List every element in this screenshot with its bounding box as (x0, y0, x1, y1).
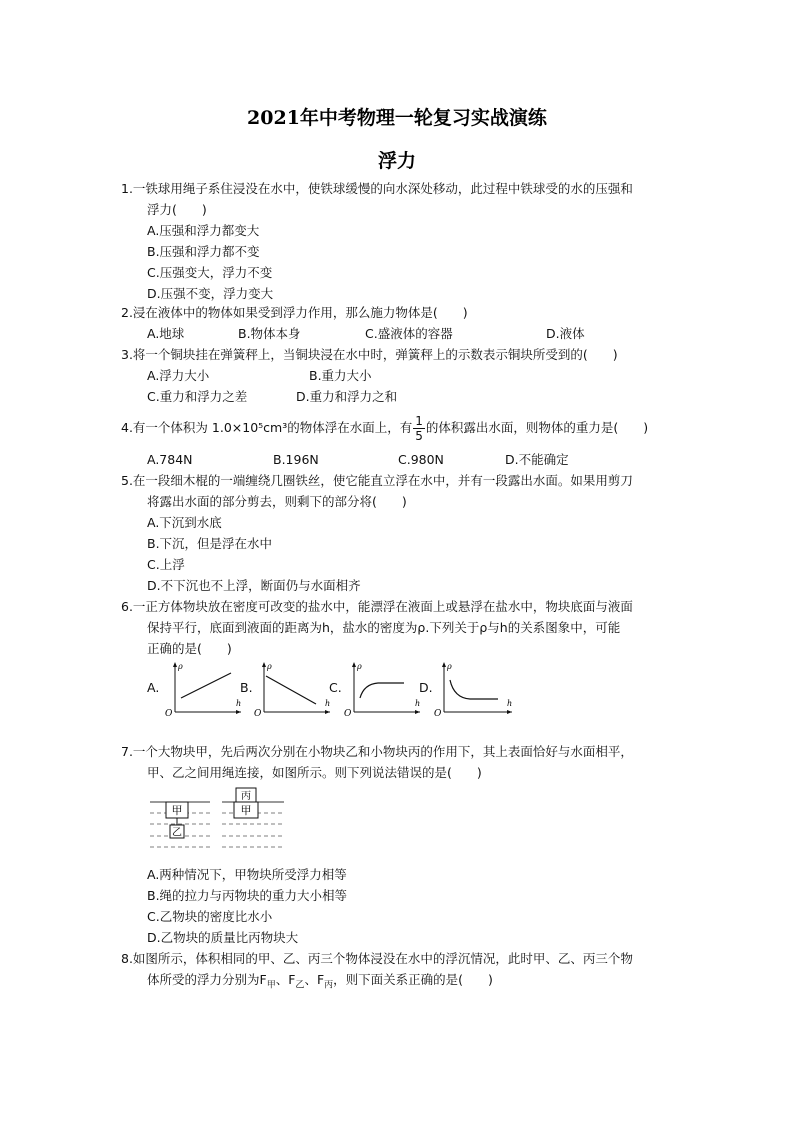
option-2a: A.地球 (147, 326, 185, 341)
question-5-cont: 将露出水面的部分剪去，则剩下的部分将( ) (147, 494, 407, 509)
graph-d-origin: O (434, 709, 442, 718)
question-6-stem: 6.一正方体物块放在密度可改变的盐水中，能漂浮在液面上或悬浮在盐水中，物块底面与液面 (121, 599, 633, 614)
q8-sub-jia: 甲 (266, 980, 276, 991)
option-2c: C.盛液体的容器 (365, 326, 453, 341)
option-7d: D.乙物块的质量比丙物块大 (147, 930, 299, 945)
question-1-cont: 浮力( ) (147, 202, 207, 217)
option-7c: C.乙物块的密度比水小 (147, 909, 273, 924)
graph-c-y-axis: ρ (357, 662, 362, 671)
fraction-numerator: 1 (415, 414, 423, 428)
graph-c-origin: O (344, 709, 352, 718)
option-1c: C.压强变大，浮力不变 (147, 265, 273, 280)
q8-sub-yi: 乙 (295, 980, 305, 991)
question-5 (121, 470, 701, 596)
page-subtitle: 浮力 (377, 150, 416, 172)
q8-sep-1: 、F (275, 972, 296, 987)
graph-d-x-axis: h (507, 699, 513, 708)
option-7a: A.两种情况下，甲物块所受浮力相等 (147, 867, 347, 882)
option-5d: D.不下沉也不上浮，断面仍与水面相齐 (147, 578, 361, 593)
graph-d (432, 658, 514, 718)
option-4b: B.196N (273, 452, 319, 467)
option-5c: C.上浮 (147, 557, 185, 572)
option-4d: D.不能确定 (505, 452, 569, 467)
question-2-stem: 2.浸在液体中的物体如果受到浮力作用，那么施力物体是( ) (121, 305, 468, 320)
page-title: 2021年中考物理一轮复习实战演练 (247, 107, 547, 129)
fraction (413, 414, 425, 443)
question-8-stem: 8.如图所示，体积相同的甲、乙、丙三个物体浸没在水中的浮沉情况，此时甲、乙、丙三个物 (121, 951, 633, 966)
figure-7 (148, 786, 288, 858)
fig7-yi: 乙 (172, 827, 182, 839)
graph-b-label: B. (240, 680, 253, 695)
graph-a-origin: O (165, 709, 173, 718)
question-8 (121, 948, 701, 997)
question-7 (121, 741, 701, 783)
q8-cont-b: ，则下面关系正确的是( ) (333, 972, 493, 987)
q8-sep-2: 、F (304, 972, 325, 987)
q8-cont-a: 体所受的浮力分别为F (147, 972, 267, 987)
question-4-stem-a: 4.有一个体积为 1.0×10⁵cm³的物体浮在水面上，有 (121, 420, 413, 435)
question-6-cont-1: 保持平行，底面到液面的距离为h，盐水的密度为ρ.下列关于ρ与h的关系图象中，可能 (147, 620, 621, 635)
option-5a: A.下沉到水底 (147, 515, 222, 530)
question-8-cont (121, 969, 701, 997)
question-7-cont: 甲、乙之间用绳连接，如图所示。则下列说法错误的是( ) (147, 765, 482, 780)
graph-a-y-axis: ρ (178, 662, 183, 671)
option-1d: D.压强不变，浮力变大 (147, 286, 274, 301)
option-4a: A.784N (147, 452, 193, 467)
graph-a (163, 658, 243, 718)
graph-d-label: D. (419, 680, 433, 695)
option-3d: D.重力和浮力之和 (296, 389, 398, 404)
fig7-bing: 丙 (241, 791, 251, 802)
option-3c: C.重力和浮力之差 (147, 389, 248, 404)
fraction-denominator: 5 (415, 429, 423, 443)
option-2b: B.物体本身 (238, 326, 301, 341)
question-4-stem-b: 的体积露出水面，则物体的重力是( ) (425, 420, 649, 435)
graph-a-label: A. (147, 680, 160, 695)
graph-b-y-axis: ρ (267, 662, 272, 671)
option-5b: B.下沉，但是浮在水中 (147, 536, 273, 551)
question-4 (121, 414, 701, 443)
option-2d: D.液体 (546, 326, 585, 341)
question-1 (121, 178, 701, 304)
question-5-stem: 5.在一段细木棍的一端缠绕几圈铁丝，使它能直立浮在水中，并有一段露出水面。如果用剪刀 (121, 473, 633, 488)
option-1a: A.压强和浮力都变大 (147, 223, 260, 238)
graph-b-origin: O (254, 709, 262, 718)
graph-d-y-axis: ρ (447, 662, 452, 671)
option-1b: B.压强和浮力都不变 (147, 244, 260, 259)
option-7b: B.绳的拉力与丙物块的重力大小相等 (147, 888, 348, 903)
graph-c-x-axis: h (415, 699, 421, 708)
fig7-left-jia: 甲 (171, 804, 183, 817)
question-6-cont-2: 正确的是( ) (147, 641, 232, 656)
option-3b: B.重力大小 (309, 368, 372, 383)
question-1-stem: 1.一铁球用绳子系住浸没在水中，使铁球缓慢的向水深处移动，此过程中铁球受的水的压强和 (121, 181, 633, 196)
option-4c: C.980N (398, 452, 444, 467)
question-6 (121, 596, 701, 659)
graph-c-label: C. (329, 680, 342, 695)
graph-c (342, 658, 422, 718)
question-3 (121, 344, 701, 365)
question-7-stem: 7.一个大物块甲，先后两次分别在小物块乙和小物块丙的作用下，其上表面恰好与水面相平， (121, 744, 633, 759)
graph-a-x-axis: h (236, 699, 242, 708)
graph-b (252, 658, 332, 718)
question-3-stem: 3.将一个铜块挂在弹簧秤上，当铜块浸在水中时，弹簧秤上的示数表示铜块所受到的( ) (121, 347, 618, 362)
option-3a: A.浮力大小 (147, 368, 210, 383)
question-2 (121, 302, 701, 323)
question-7-options (121, 864, 701, 948)
fig7-right-jia: 甲 (240, 804, 252, 817)
q8-sub-bing: 丙 (324, 980, 334, 991)
graph-b-x-axis: h (325, 699, 331, 708)
